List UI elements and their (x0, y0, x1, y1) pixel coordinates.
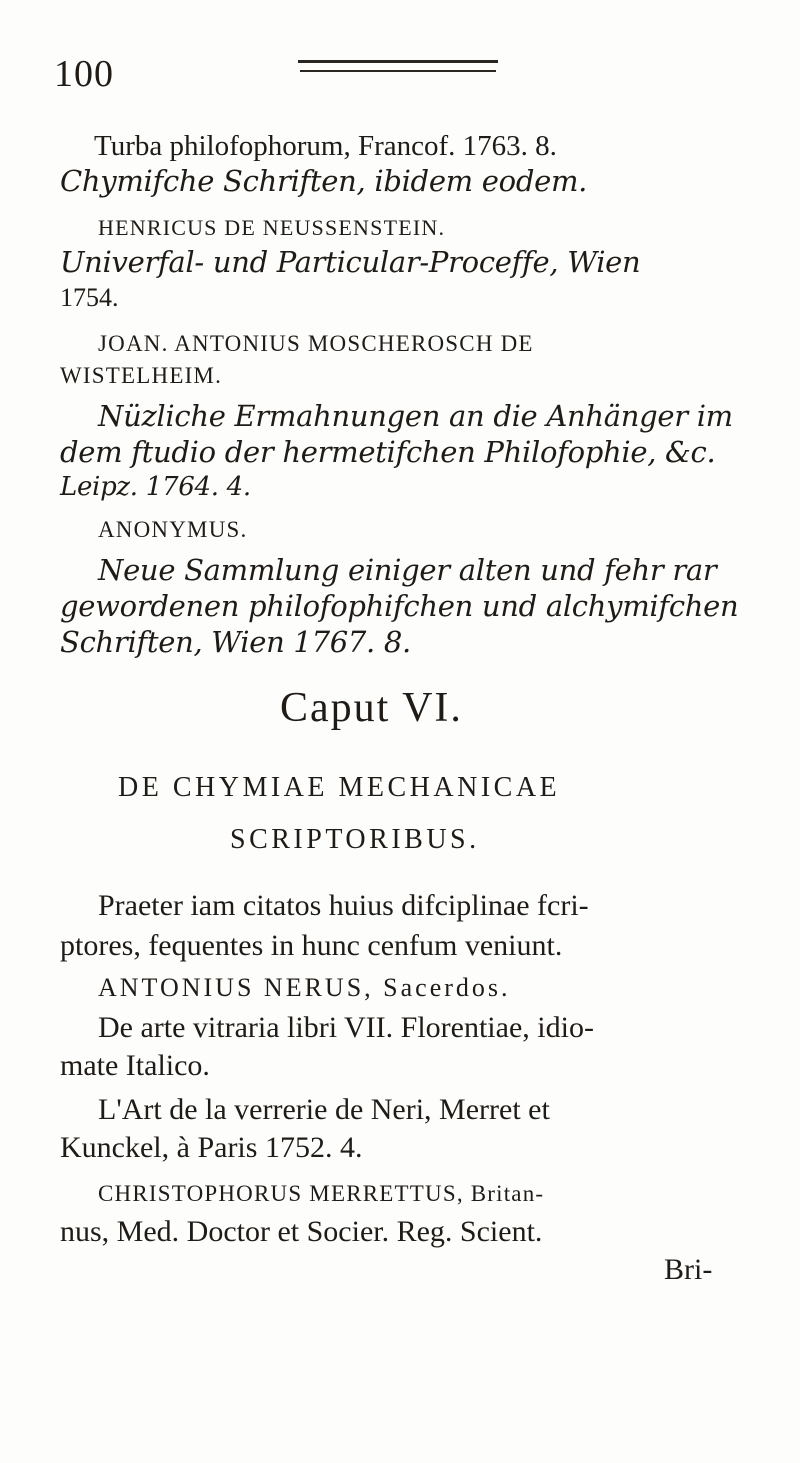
body-line: ptores, fequentes in hunc cenfum veniunt. (60, 929, 563, 962)
author-name: ANTONIUS NERUS, Sacerdos. (98, 973, 511, 1002)
author-name: JOAN. ANTONIUS MOSCHEROSCH DE (98, 331, 534, 356)
entry-line: Univerfal- und Particular-Proceffe, Wien (60, 245, 641, 279)
header-rule-thin (300, 70, 496, 72)
author-name: HENRICUS DE NEUSSENSTEIN. (98, 215, 446, 240)
author-name: ANONYMUS. (98, 517, 248, 542)
entry-line: Leipz. 1764. 4. (60, 472, 251, 502)
entry-line: Nüzliche Ermahnungen an die Anhänger im (98, 399, 733, 433)
header-rule (298, 60, 498, 63)
entry-line: De arte vitraria libri VII. Florentiae, idio- (98, 1011, 594, 1044)
author-name: WISTELHEIM. (60, 363, 223, 388)
entry-line: Schriften, Wien 1767. 8. (60, 625, 411, 659)
entry-line: 1754. (60, 283, 119, 312)
chapter-heading: Caput VI. (280, 685, 463, 731)
catchword: Bri- (664, 1253, 713, 1286)
entry-line: Turba philofophorum, Francof. 1763. 8. (94, 130, 557, 162)
chapter-title: SCRIPTORIBUS. (230, 824, 480, 855)
entry-line: nus, Med. Doctor et Socier. Reg. Scient. (60, 1215, 543, 1248)
author-name: CHRISTOPHORUS MERRETTUS, Britan- (98, 1181, 545, 1206)
entry-line: dem ftudio der hermetifchen Philofophie, &c. (60, 435, 716, 469)
entry-line: Neue Sammlung einiger alten und fehr rar (98, 553, 717, 587)
page-number: 100 (54, 53, 114, 95)
chapter-title: DE CHYMIAE MECHANICAE (118, 772, 561, 803)
entry-line: gewordenen philofophifchen und alchymifchen (60, 589, 739, 623)
entry-line: L'Art de la verrerie de Neri, Merret et (98, 1093, 550, 1126)
entry-line: Chymifche Schriften, ibidem eodem. (60, 164, 588, 198)
entry-line: Kunckel, à Paris 1752. 4. (60, 1131, 363, 1164)
entry-line: mate Italico. (60, 1049, 210, 1082)
body-line: Praeter iam citatos huius difciplinae fcri- (98, 889, 589, 922)
